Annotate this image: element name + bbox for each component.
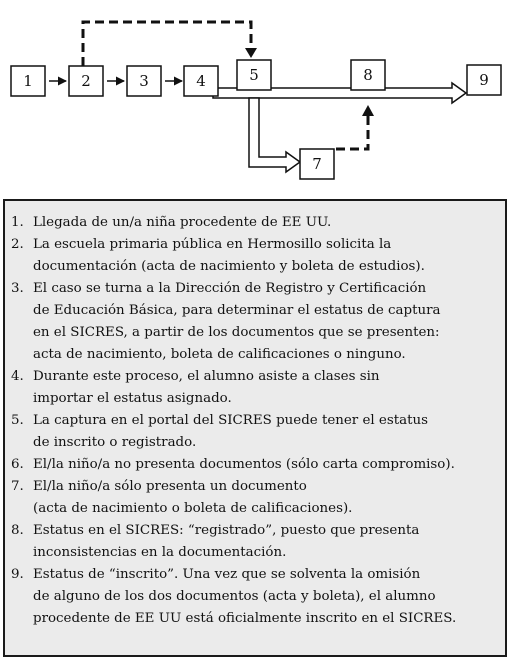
node-7 bbox=[300, 149, 334, 179]
node-9 bbox=[467, 65, 501, 95]
step-line: Estatus en el SICRES: “registrado”, puesto que presenta bbox=[33, 523, 420, 538]
node-1-label: 1 bbox=[23, 72, 33, 90]
node-4 bbox=[184, 66, 218, 96]
step-item bbox=[11, 278, 499, 366]
dashed-connector-2-5 bbox=[83, 22, 251, 66]
step-line: Durante este proceso, el alumno asiste a clases sin bbox=[33, 369, 380, 384]
step-item bbox=[11, 564, 499, 630]
step-item bbox=[11, 520, 499, 564]
step-text bbox=[33, 476, 499, 520]
step-number: 9. bbox=[11, 567, 24, 582]
step-item bbox=[11, 454, 499, 476]
step-item bbox=[11, 366, 499, 410]
step-text bbox=[33, 454, 499, 476]
step-line: Llegada de un/a niña procedente de EE UU. bbox=[33, 215, 332, 230]
step-item bbox=[11, 234, 499, 278]
node-1 bbox=[11, 66, 45, 96]
node-8 bbox=[351, 60, 385, 90]
step-text bbox=[33, 366, 499, 410]
step-number: 5. bbox=[11, 413, 24, 428]
flow-diagram-svg bbox=[3, 3, 507, 201]
node-3 bbox=[127, 66, 161, 96]
node-8-label: 8 bbox=[363, 66, 373, 84]
step-line: importar el estatus asignado. bbox=[33, 391, 232, 406]
step-line: El caso se turna a la Dirección de Registro y Certificación bbox=[33, 281, 427, 296]
dashed-arrowhead-5 bbox=[245, 48, 257, 58]
step-text bbox=[33, 410, 499, 454]
step-line: La escuela primaria pública en Hermosillo solicita la bbox=[33, 237, 392, 252]
step-number: 1. bbox=[11, 215, 24, 230]
step-line: acta de nacimiento, boleta de calificaciones o ninguno. bbox=[33, 347, 406, 362]
step-text bbox=[33, 234, 499, 278]
step-line: El/la niño/a sólo presenta un documento bbox=[33, 479, 307, 494]
node-7-label: 7 bbox=[312, 155, 322, 173]
steps-list bbox=[11, 212, 499, 630]
step-text bbox=[33, 212, 499, 234]
step-line: inconsistencias en la documentación. bbox=[33, 545, 287, 560]
step-line: documentación (acta de nacimiento y boleta de estudios). bbox=[33, 259, 425, 274]
node-2 bbox=[69, 66, 103, 96]
step-line: procedente de EE UU está oficialmente inscrito en el SICRES. bbox=[33, 611, 457, 626]
step-line: El/la niño/a no presenta documentos (sólo carta compromiso). bbox=[33, 457, 455, 472]
step-line: de inscrito o registrado. bbox=[33, 435, 197, 450]
step-number: 4. bbox=[11, 369, 24, 384]
step-number: 6. bbox=[11, 457, 24, 472]
step-number: 8. bbox=[11, 523, 24, 538]
node-2-label: 2 bbox=[81, 72, 91, 90]
node-9-label: 9 bbox=[479, 71, 489, 89]
step-line: (acta de nacimiento o boleta de calificaciones). bbox=[33, 501, 353, 516]
step-line: La captura en el portal del SICRES puede tener el estatus bbox=[33, 413, 428, 428]
node-5 bbox=[237, 60, 271, 90]
node-3-label: 3 bbox=[139, 72, 149, 90]
step-item bbox=[11, 410, 499, 454]
step-line: Estatus de “inscrito”. Una vez que se solventa la omisión bbox=[33, 567, 421, 582]
step-text bbox=[33, 520, 499, 564]
step-text bbox=[33, 278, 499, 366]
flow-diagram bbox=[3, 3, 507, 201]
step-text bbox=[33, 564, 499, 630]
step-number: 7. bbox=[11, 479, 24, 494]
step-item bbox=[11, 476, 499, 520]
step-number: 2. bbox=[11, 237, 24, 252]
step-line: en el SICRES, a partir de los documentos que se presenten: bbox=[33, 325, 440, 340]
node-4-label: 4 bbox=[196, 72, 206, 90]
steps-legend bbox=[5, 201, 505, 655]
dashed-arrowhead-8 bbox=[362, 105, 374, 116]
hollow-arrow-5-7 bbox=[249, 98, 300, 172]
step-line: de alguno de los dos documentos (acta y boleta), el alumno bbox=[33, 589, 436, 604]
step-item bbox=[11, 212, 499, 234]
node-5-label: 5 bbox=[249, 66, 259, 84]
step-number: 3. bbox=[11, 281, 24, 296]
step-line: de Educación Básica, para determinar el estatus de captura bbox=[33, 303, 441, 318]
dashed-connector-7-8 bbox=[336, 114, 368, 149]
